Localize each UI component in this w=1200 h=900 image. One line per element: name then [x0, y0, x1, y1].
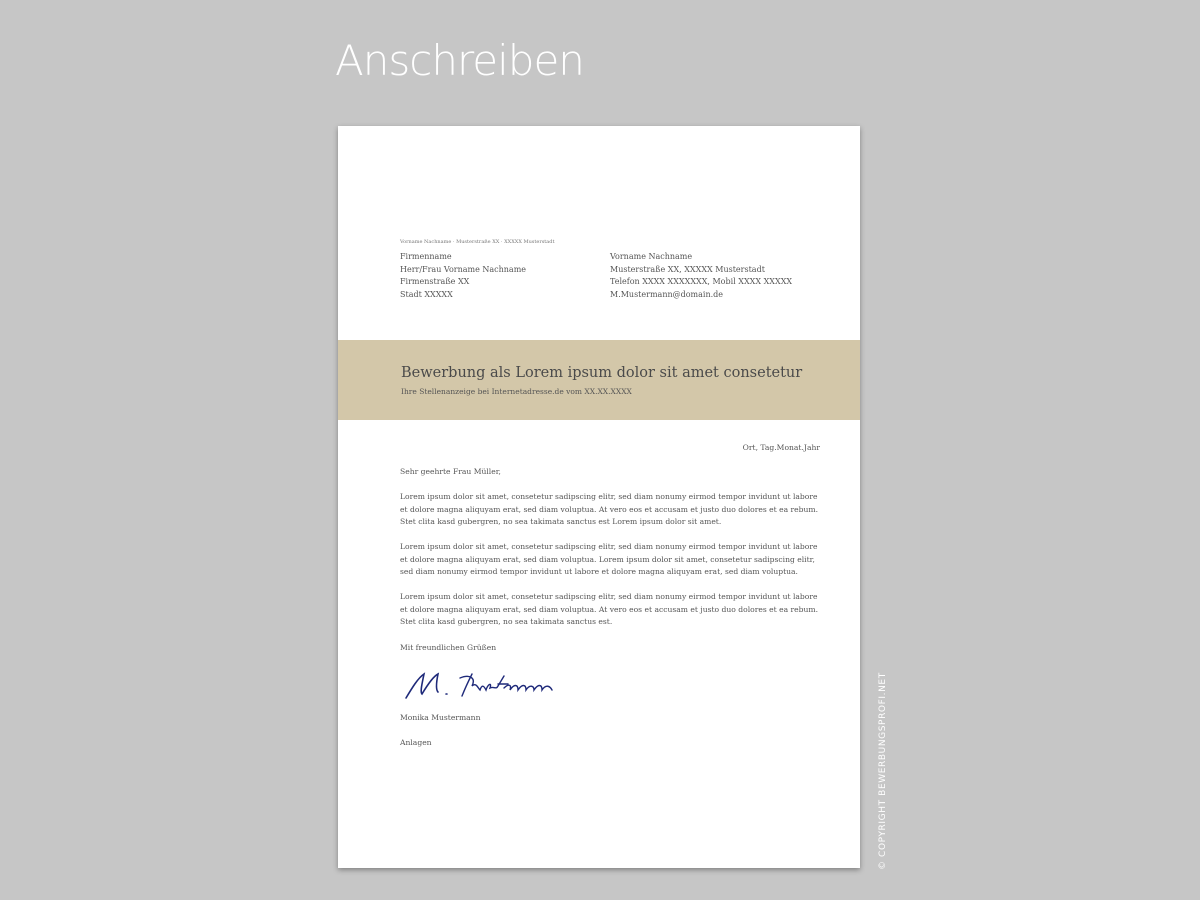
paragraph-line: et dolore magna aliquyam erat, sed diam voluptua. Lorem ipsum dolor sit amet, consetetur sadipscing elitr,	[400, 554, 815, 564]
paragraph-line: et dolore magna aliquyam erat, sed diam voluptua. At vero eos et accusam et justo duo dolores et ea rebum.	[400, 604, 819, 614]
recipient-line: Herr/Frau Vorname Nachname	[400, 264, 527, 274]
paragraph	[400, 591, 818, 629]
signer-name: Monika Mustermann	[400, 713, 481, 722]
paragraph-line: Stet clita kasd gubergren, no sea takimata sanctus est Lorem ipsum dolor sit amet.	[400, 517, 722, 527]
contact-line: Vorname Nachname	[610, 252, 693, 261]
paragraph	[400, 491, 818, 529]
paragraph-line: Lorem ipsum dolor sit amet, consetetur sadipscing elitr, sed diam nonumy eirmod tempor invidunt ut labore	[400, 492, 818, 501]
contact-block	[610, 251, 792, 302]
paragraph	[400, 541, 817, 579]
paragraph-line: Lorem ipsum dolor sit amet, consetetur sadipscing elitr, sed diam nonumy eirmod tempor invidunt ut labore	[400, 592, 818, 601]
contact-line: M.Mustermann@domain.de	[610, 290, 724, 300]
paragraph-line: Stet clita kasd gubergren, no sea takimata sanctus est.	[400, 617, 613, 627]
paragraph-line: sed diam nonumy eirmod tempor invidunt ut labore et dolore magna aliquyam erat, sed diam voluptua.	[400, 567, 798, 577]
letter-page	[338, 126, 860, 868]
recipient-line: Stadt XXXXX	[400, 290, 453, 300]
closing: Mit freundlichen Grüßen	[400, 643, 497, 652]
paragraph-line: et dolore magna aliquyam erat, sed diam voluptua. At vero eos et accusam et justo duo dolores et ea rebum.	[400, 504, 819, 514]
date-line: Ort, Tag.Monat.Jahr	[742, 443, 820, 452]
recipient-address	[400, 251, 526, 302]
enclosures: Anlagen	[400, 738, 432, 747]
subject-band	[338, 340, 860, 420]
subject-subtitle: Ihre Stellenanzeige bei Internetadresse.de vom XX.XX.XXXX	[401, 387, 632, 396]
copyright-watermark: © COPYRIGHT BEWERBUNGSPROFI.NET	[878, 672, 888, 870]
contact-line: Telefon XXXX XXXXXXX, Mobil XXXX XXXXX	[610, 277, 793, 287]
signature	[400, 664, 570, 704]
paragraph-line: Lorem ipsum dolor sit amet, consetetur sadipscing elitr, sed diam nonumy eirmod tempor invidunt ut labore	[400, 542, 818, 551]
salutation: Sehr geehrte Frau Müller,	[400, 467, 501, 476]
sender-line: Vorname Nachname · Musterstraße XX · XXXXX Musterstadt	[400, 239, 555, 245]
page-heading: Anschreiben	[335, 36, 584, 85]
recipient-line: Firmenname	[400, 252, 452, 261]
contact-line: Musterstraße XX, XXXXX Musterstadt	[610, 264, 765, 274]
recipient-line: Firmenstraße XX	[400, 277, 470, 287]
subject-title: Bewerbung als Lorem ipsum dolor sit amet consetetur	[401, 365, 803, 381]
